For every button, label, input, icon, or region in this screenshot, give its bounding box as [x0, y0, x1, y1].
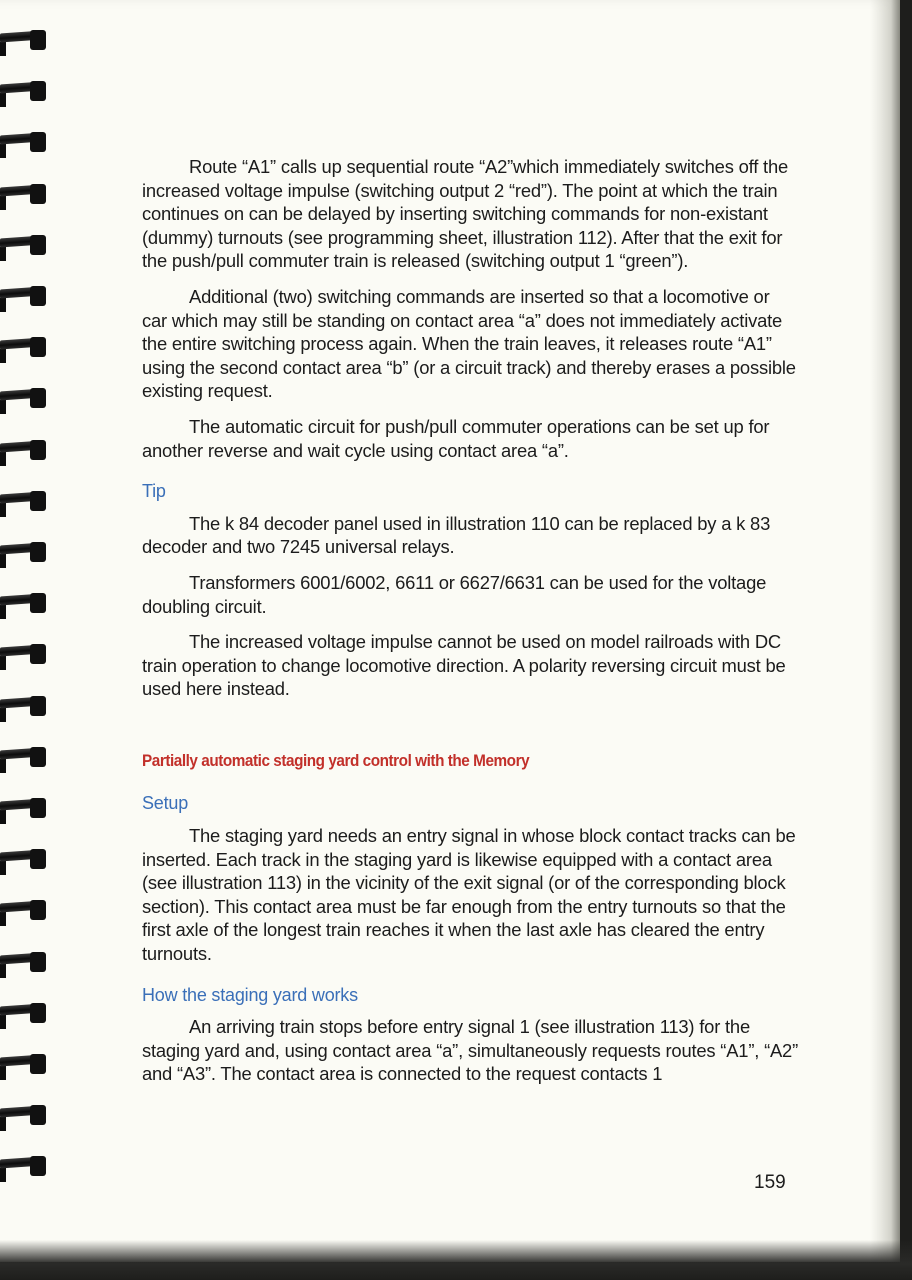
binding-ring [0, 642, 48, 668]
binding-ring [0, 847, 48, 873]
page-edge-shadow [870, 0, 900, 1262]
binding-ring [0, 1001, 48, 1027]
bottom-shadow [0, 1240, 912, 1280]
how-heading: How the staging yard works [142, 984, 358, 1005]
binding-ring [0, 386, 48, 412]
paragraph-automatic-circuit: The automatic circuit for push/pull commuter operations can be set up for another reverse and wait cycle using contact area “a”. [142, 415, 770, 461]
tip-heading: Tip [142, 481, 166, 502]
binding-ring [0, 284, 48, 310]
page-number: 159 [754, 1172, 786, 1193]
binding-ring [0, 233, 48, 259]
binding-ring [0, 28, 48, 54]
page-content [142, 155, 798, 1098]
binding-ring [0, 1154, 48, 1180]
binding-ring [0, 1052, 48, 1078]
binding-ring [0, 540, 48, 566]
binding-ring [0, 745, 48, 771]
binding-ring [0, 796, 48, 822]
binding-ring [0, 950, 48, 976]
binding-ring [0, 489, 48, 515]
binding-ring [0, 591, 48, 617]
tip-paragraph-dc-operation: The increased voltage impulse cannot be used on model railroads with DC train operation to change locomotive direction. A polarity reversing circuit must be used here instead. [142, 631, 786, 700]
binding-ring [0, 130, 48, 156]
setup-paragraph: The staging yard needs an entry signal in whose block contact tracks can be inserted. Each track in the staging yard is likewise equipped with a contact area (see illustration 113) in the vicinity of the exit signal (or of the corresponding block section). This contact area must be far enough from the entry turnouts so that the first axle of the longest train reaches it when the last axle has cleared the entry turnouts. [142, 825, 796, 965]
binding-ring [0, 335, 48, 361]
binding-ring [0, 438, 48, 464]
spiral-binding [0, 20, 52, 1220]
setup-heading: Setup [142, 793, 189, 814]
section-title: Partially automatic staging yard control with the Memory [142, 750, 530, 770]
binding-ring [0, 694, 48, 720]
tip-paragraph-transformers: Transformers 6001/6002, 6611 or 6627/6631 can be used for the voltage doubling circuit. [142, 571, 767, 617]
paragraph-route-a1: Route “A1” calls up sequential route “A2”which immediately switches off the increased voltage impulse (switching output 2 “red”). The point at which the train continues on can be delayed by inserting switching commands for non-existant (dummy) turnouts (see programming sheet, illustration 112). After that the exit for the push/pull commuter train is released (switching output 1 “green”). [142, 156, 788, 272]
binding-ring [0, 79, 48, 105]
binding-ring [0, 182, 48, 208]
paragraph-additional-commands: Additional (two) switching commands are inserted so that a locomotive or car which may still be standing on contact area “a” does not immediately activate the entire switching process again. When the train leaves, it releases route “A1” using the second contact area “b” (or a circuit track) and thereby erases a possible existing request. [142, 285, 796, 402]
tip-paragraph-decoder: The k 84 decoder panel used in illustration 110 can be replaced by a k 83 decoder and two 7245 universal relays. [142, 512, 771, 558]
how-paragraph: An arriving train stops before entry signal 1 (see illustration 113) for the staging yard and, using contact area “a”, simultaneously requests routes “A1”, “A2” and “A3”. The contact area is connected to the request contacts 1 [142, 1016, 799, 1085]
binding-ring [0, 898, 48, 924]
binding-ring [0, 1103, 48, 1129]
